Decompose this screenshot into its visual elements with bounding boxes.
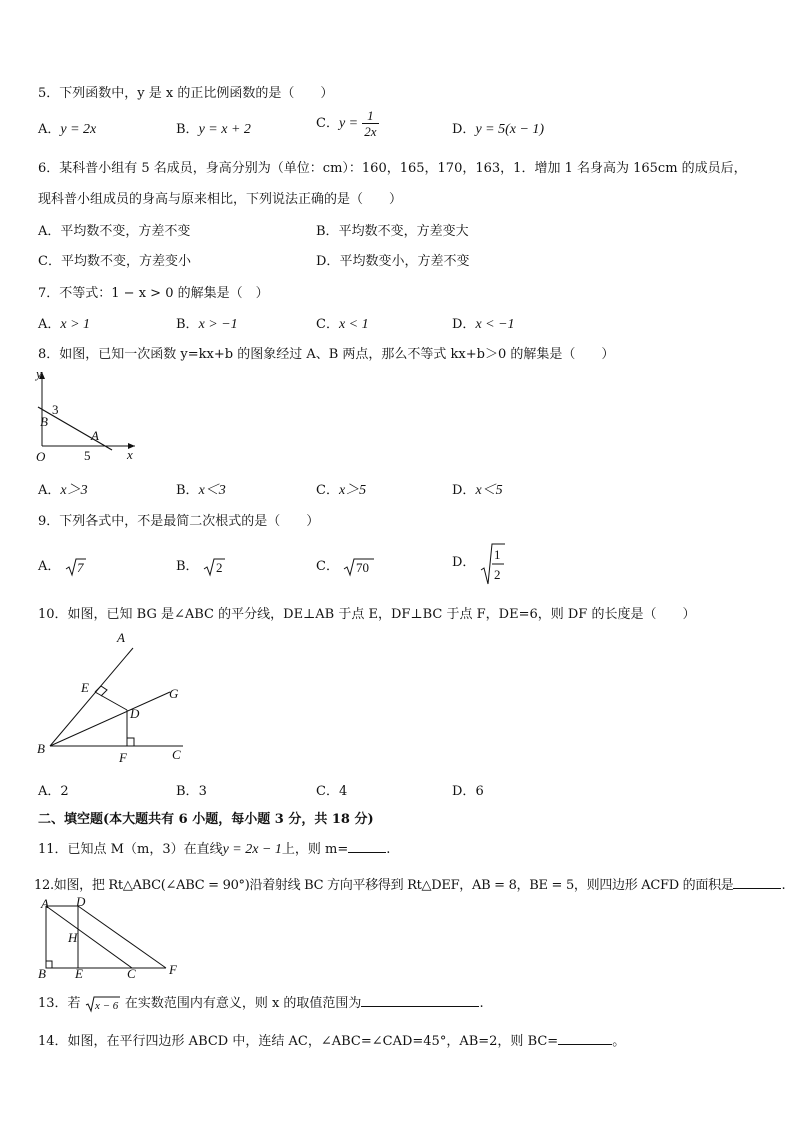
q12-d-label: D [76,894,86,909]
q8-option-a: A．x＞3 [38,483,88,498]
q12-b-label: B [38,966,46,981]
q10-stem: 10．如图，已知 BG 是∠ABC 的平分线，DE⊥AB 于点 E，DF⊥BC 于点 F，DE=6，则 DF 的长度是（ ） [38,607,696,622]
q10-d-label: D [130,706,140,721]
q9-option-c: C． 70 [316,555,375,577]
q13-answer-blank [361,994,479,1007]
q6-stem-line2: 现科普小组成员的身高与原来相比，下列说法正确的是（ ） [38,192,403,207]
q10-option-a: A．2 [38,784,69,799]
q8-option-b: B．x＜3 [176,483,226,498]
q8-option-d: D．x＜5 [452,483,503,498]
q8-option-c: C．x＞5 [316,483,367,498]
q8-three-label: 3 [52,402,59,417]
q8-figure [30,366,150,466]
svg-text:1: 1 [493,547,501,562]
q5-stem: 5．下列函数中，y 是 x 的正比例函数的是（ ） [38,86,334,101]
q9-stem: 9．下列各式中，不是最简二次根式的是（ ） [38,514,320,529]
q13-stem: 13．若 x − 6 在实数范围内有意义，则 x 的取值范围为 . [38,996,484,1012]
svg-text:70: 70 [356,559,370,575]
q11-answer-blank [348,840,386,853]
q9-radical-d [480,542,506,586]
q12-stem: 12.如图，把 Rt△ABC(∠ABC = 90°)沿着射线 BC 方向平移得到 Rt△DEF，AB = 8，BE = 5，则四边形 ACFD 的面积是 . [34,878,786,893]
q6-stem-line1: 6．某科普小组有 5 名成员，身高分别为（单位：cm）：160，165，170，163，1．增加 1 名身高为 165cm 的成员后， [38,161,747,176]
q9-option-a: A． 7 [38,555,87,577]
q5-option-b: B．y = x + 2 [176,122,251,137]
section-two-heading: 二、填空题(本大题共有 6 小题，每小题 3 分，共 18 分) [38,812,374,827]
q8-x-label: x [127,447,133,462]
q9-radical-c [343,557,375,577]
svg-text:2: 2 [493,567,501,582]
q5-option-d: D．y = 5(x − 1) [452,122,545,137]
q6-option-a: A．平均数不变，方差不变 [38,224,191,239]
svg-text:2: 2 [215,559,223,575]
q8-origin-label: O [36,449,46,464]
q7-stem: 7．不等式：1 − x > 0 的解集是（ ） [38,286,269,301]
q8-b-label: B [40,414,48,429]
svg-text:7: 7 [76,559,84,575]
q10-option-d: D．6 [452,784,484,799]
q8-five-label: 5 [84,448,91,463]
q10-g-label: G [169,686,179,701]
q10-b-label: B [37,741,45,756]
q5-option-c: C．y = $\frac{1}{2x}$ [316,108,377,139]
q9-radical-b [203,557,227,577]
q10-e-label: E [81,680,89,695]
q9-radical-a [65,557,87,577]
q8-stem: 8．如图，已知一次函数 y=kx+b 的图象经过 A、B 两点，那么不等式 kx+b＞0 的解集是（ ） [38,347,615,362]
q6-option-b: B．平均数不变，方差变大 [316,224,469,239]
q8-y-label: y [36,366,42,381]
q12-answer-blank [733,876,781,889]
q10-f-label: F [119,750,127,765]
q10-option-b: B．3 [176,784,207,799]
svg-text:x − 6: x − 6 [94,999,118,1012]
q6-option-d: D．平均数变小，方差不变 [316,254,470,269]
q12-f-label: F [169,962,177,977]
q6-option-c: C．平均数不变，方差变小 [38,254,191,269]
q8-a-label: A [91,428,99,443]
q10-c-label: C [172,747,181,762]
q12-c-label: C [127,966,136,981]
q11-stem: 11．已知点 M（m，3）在直线y = 2x − 1上，则 m= . [38,842,391,857]
q14-answer-blank [558,1032,612,1045]
q10-option-c: C．4 [316,784,348,799]
q12-e-label: E [75,966,83,981]
q7-option-b: B．x > −1 [176,317,238,332]
q13-radical [85,995,121,1013]
q7-option-c: C．x < 1 [316,317,369,332]
q12-h-label: H [68,930,78,945]
q14-stem: 14．如图，在平行四边形 ABCD 中，连结 AC，∠ABC=∠CAD=45°，AB=2，则 BC= 。 [38,1034,626,1049]
q10-figure [35,628,195,768]
q12-figure [32,896,192,982]
q9-option-b: B． 2 [176,555,227,577]
q10-a-label: A [117,630,125,645]
q5-option-a: A．y = 2x [38,122,97,137]
q5-fraction: $\frac{1}{2x}$ [364,108,377,139]
q12-a-label: A [41,896,49,911]
q7-option-d: D．x < −1 [452,317,515,332]
q7-option-a: A．x > 1 [38,317,91,332]
q9-option-d: D． 1 2 [452,542,506,586]
